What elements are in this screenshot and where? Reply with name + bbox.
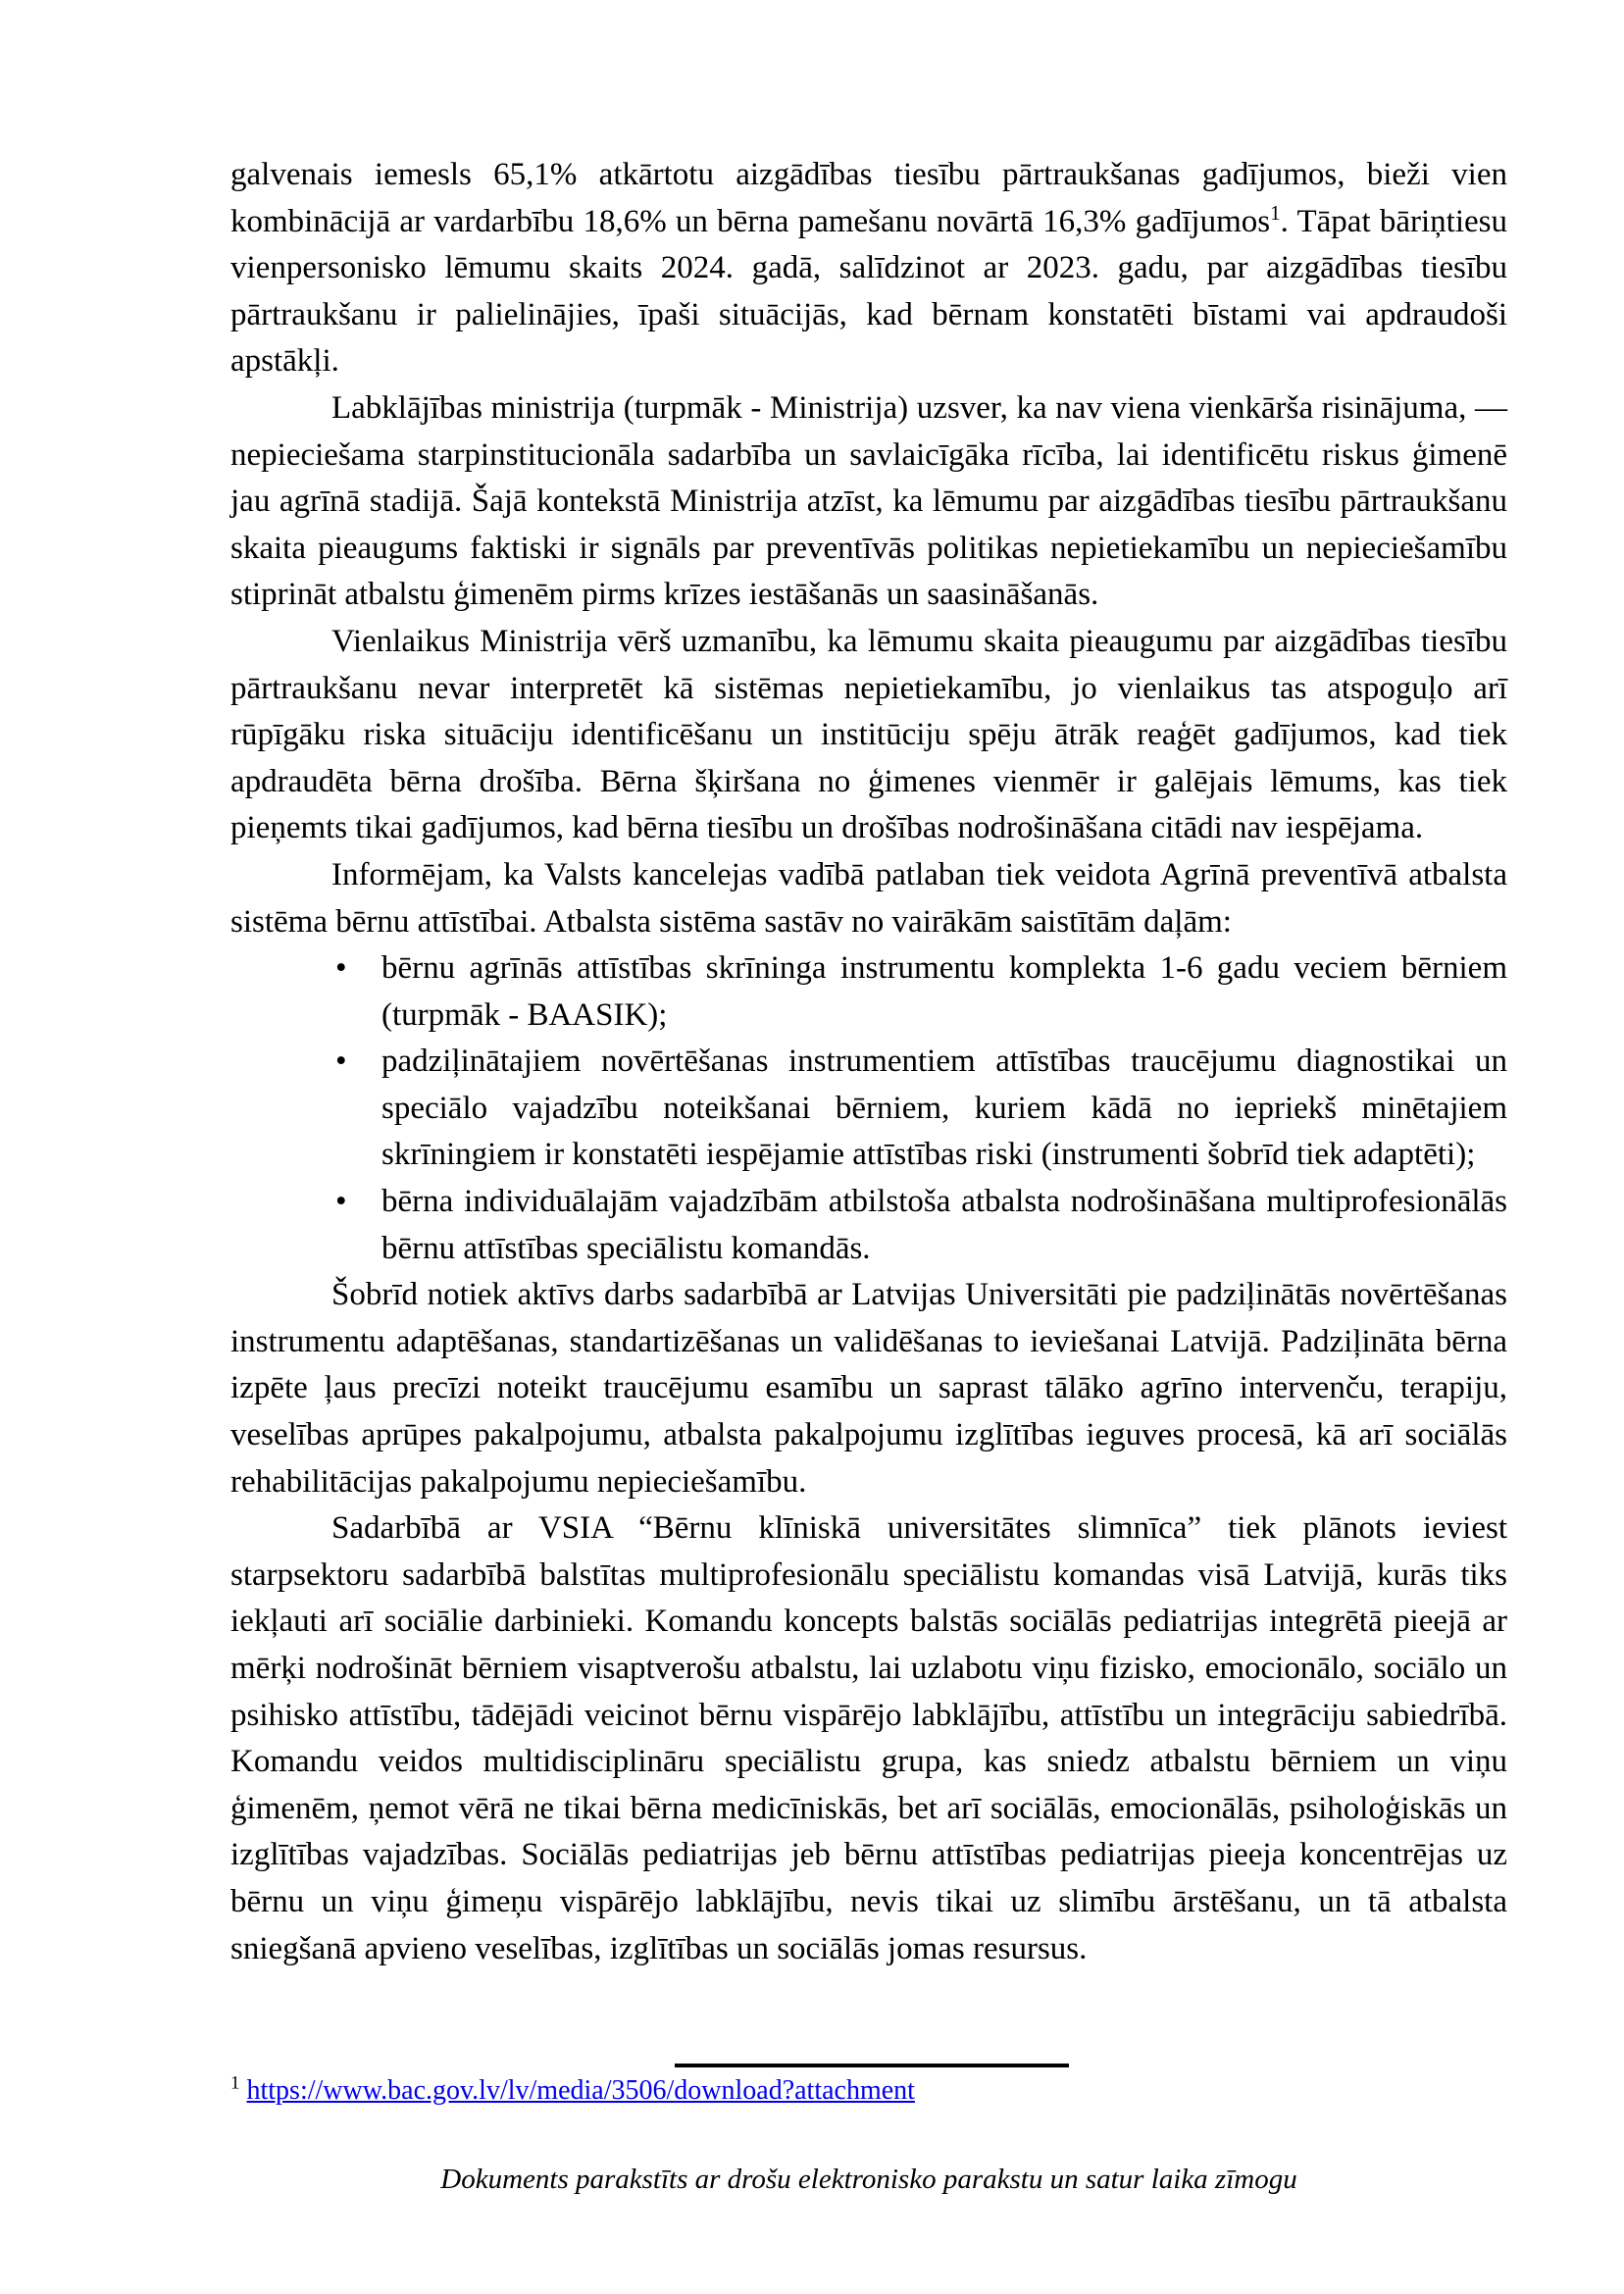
signature-note: Dokuments parakstīts ar drošu elektronisko parakstu un satur laika zīmogu bbox=[440, 2164, 1297, 2195]
footnote-marker: 1 bbox=[230, 2072, 240, 2094]
paragraph-1 bbox=[230, 152, 1507, 385]
bullet-marker: • bbox=[335, 1184, 347, 1220]
paragraph-1-text: galvenais iemesls 65,1% atkārtotu aizgādības tiesību pārtraukšanas gadījumos, bieži vien kombinācijā ar vardarbību 18,6% un bērna pamešanu novārtā 16,3% gadījumos bbox=[230, 157, 1507, 239]
bullet-item bbox=[230, 945, 1507, 1039]
paragraph-2: Labklājības ministrija (turpmāk - Ministrija) uzsver, ka nav viena vienkārša risinājuma, — nepieciešama starpinstitucionāla sadarbība un savlaicīgāka rīcība, lai identificētu riskus ģimenē jau agrīnā stadijā. Šajā kontekstā Ministrija atzīst, ka lēmumu par aizgādības tiesību pārtraukšanu skaita pieaugums faktiski ir signāls par preventīvās politikas nepietiekamību un nepieciešamību stiprināt atbalstu ģimenēm pirms krīzes iestāšanās un saasināšanās. bbox=[230, 389, 1507, 613]
paragraph-1-text-after-ref: . Tāpat bāriņtiesu vienpersonisko lēmumu skaits 2024. gadā, salīdzinot ar 2023. gadu, par aizgādības tiesību pārtraukšanu ir palielinājies, īpaši situācijās, kad bērnam konstatēti bīstami vai apdraudoši apstākļi. bbox=[230, 203, 1507, 380]
bullet-list bbox=[230, 945, 1507, 1272]
bullet-item bbox=[230, 1039, 1507, 1179]
paragraph-3: Vienlaikus Ministrija vērš uzmanību, ka lēmumu skaita pieaugumu par aizgādības tiesību pārtraukšanu nevar interpretēt kā sistēmas nepietiekamību, jo vienlaikus tas atspoguļo arī rūpīgāku riska situāciju identificēšanu un institūciju spēju ātrāk reaģēt gadījumos, kad tiek apdraudēta bērna drošība. Bērna šķiršana no ģimenes vienmēr ir galējais lēmums, kas tiek pieņemts tikai gadījumos, kad bērna tiesību un drošības nodrošināšana citādi nav iespējama. bbox=[230, 623, 1507, 846]
footnote-link[interactable]: https://www.bac.gov.lv/lv/media/3506/download?attachment bbox=[246, 2075, 915, 2106]
bullet-text: padziļinātajiem novērtēšanas instrumentiem attīstības traucējumu diagnostikai un speciālo vajadzību noteikšanai bērniem, kuriem kādā no iepriekš minētajiem skrīningiem ir konstatēti iespējamie attīstības riski (instrumenti šobrīd tiek adaptēti); bbox=[381, 1044, 1507, 1173]
bullet-text: bērna individuālajām vajadzībām atbilstoša atbalsta nodrošināšana multiprofesionālās bērnu attīstības speciālistu komandās. bbox=[381, 1184, 1507, 1266]
bullet-text: bērnu agrīnās attīstības skrīninga instrumentu komplekta 1-6 gadu veciem bērniem (turpmāk - BAASIK); bbox=[381, 950, 1507, 1033]
footnote-ref: 1 bbox=[1270, 200, 1281, 225]
footnote bbox=[230, 2073, 1507, 2109]
paragraph-4: Informējam, ka Valsts kancelejas vadībā patlaban tiek veidota Agrīnā preventīvā atbalsta sistēma bērnu attīstībai. Atbalsta sistēma sastāv no vairākām saistītām daļām: bbox=[230, 856, 1507, 940]
paragraph-6: Sadarbībā ar VSIA “Bērnu klīniskā universitātes slimnīca” tiek plānots ieviest starpsektoru sadarbībā balstītas multiprofesionālu speciālistu komandas visā Latvijā, kurās tiks iekļauti arī sociālie darbinieki. Komandu koncepts balstās sociālās pediatrijas integrētā pieejā ar mērķi nodrošināt bērniem visaptverošu atbalstu, lai uzlabotu viņu fizisko, emocionālo, sociālo un psihisko attīstību, tādējādi veicinot bērnu vispārējo labklājību, attīstību un integrāciju sabiedrībā. Komandu veidos multidisciplināru speciālistu grupa, kas sniedz atbalstu bērniem un viņu ģimenēm, ņemot vērā ne tikai bērna medicīniskās, bet arī sociālās, emocionālās, psiholoģiskās un izglītības vajadzības. Sociālās pediatrijas jeb bērnu attīstības pediatrijas pieeja koncentrējas uz bērnu un viņu ģimeņu vispārējo labklājību, nevis tikai uz slimību ārstēšanu, un tā atbalsta sniegšanā apvieno veselības, izglītības un sociālās jomas resursus. bbox=[230, 1510, 1507, 1966]
bullet-item bbox=[230, 1179, 1507, 1272]
paragraph-5: Šobrīd notiek aktīvs darbs sadarbībā ar Latvijas Universitāti pie padziļinātās novērtēšanas instrumentu adaptēšanas, standartizēšanas un validēšanas to ieviešanai Latvijā. Padziļināta bērna izpēte ļaus precīzi noteikt traucējumu esamību un saprast tālāko agrīno intervenču, terapiju, veselības aprūpes pakalpojumu, atbalsta pakalpojumu izglītības ieguves procesā, kā arī sociālās rehabilitācijas pakalpojumu nepieciešamību. bbox=[230, 1277, 1507, 1500]
bullet-marker: • bbox=[335, 950, 347, 987]
footnote-separator bbox=[675, 2064, 1069, 2067]
body-text bbox=[230, 152, 1507, 1972]
bullet-marker: • bbox=[335, 1044, 347, 1080]
